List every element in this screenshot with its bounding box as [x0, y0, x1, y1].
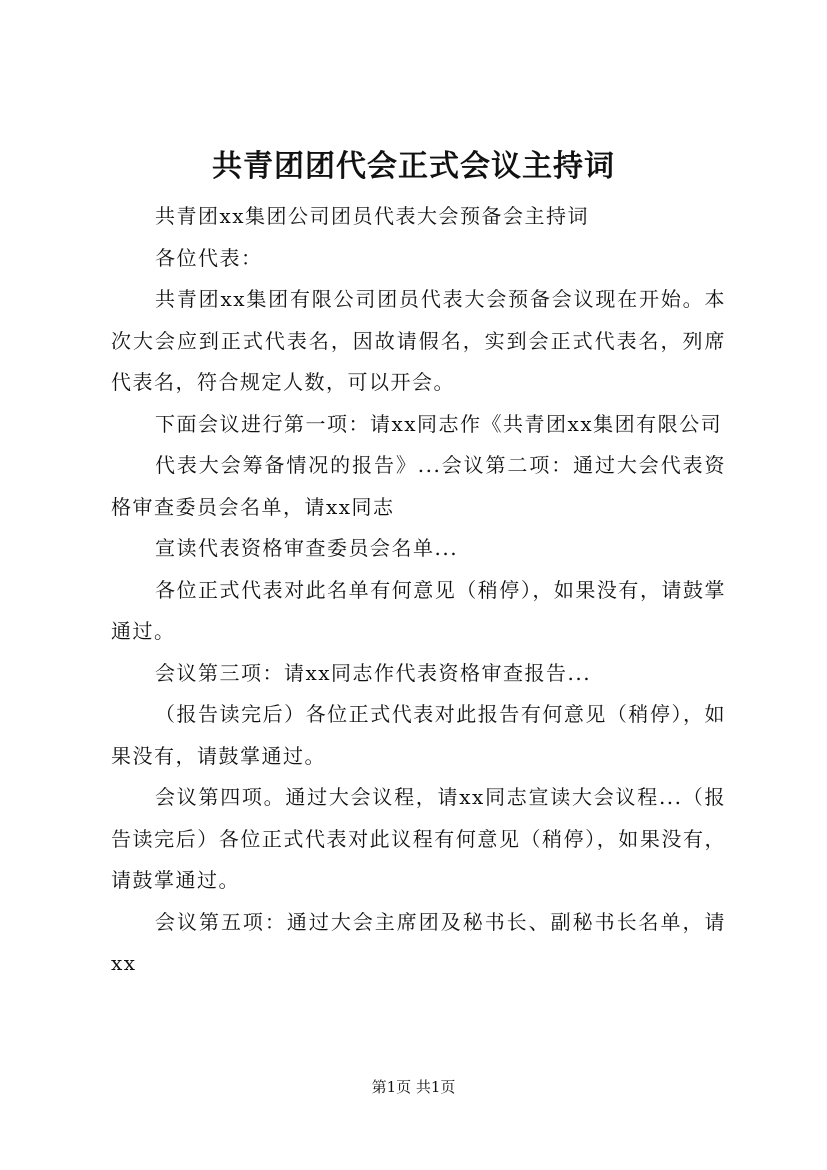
- paragraph: 会议第五项：通过大会主席团及秘书长、副秘书长名单，请xx: [111, 909, 726, 975]
- paragraph: 宣读代表资格审查委员会名单...: [155, 536, 459, 560]
- paragraph: 下面会议进行第一项：请xx同志作《共青团xx集团有限公司: [155, 411, 723, 436]
- paragraph: 共青团xx集团公司团员代表大会预备会主持词: [155, 204, 590, 228]
- paragraph: 会议第四项。通过大会议程，请xx同志宣读大会议程...（报告读完后）各位正式代表对此议程有何意见（稍停），如果没有，请鼓掌通过。: [111, 785, 726, 892]
- document-title: 共青团团代会正式会议主持词: [212, 149, 615, 184]
- page-footer: 第1页 共1页: [371, 1078, 456, 1096]
- paragraph: 会议第三项：请xx同志作代表资格审查报告...: [155, 660, 592, 685]
- paragraph: 共青团xx集团有限公司团员代表大会预备会议现在开始。本次大会应到正式代表名，因故请假名，实到会正式代表名，列席代表名，符合规定人数，可以开会。: [111, 287, 726, 394]
- paragraph: 代表大会筹备情况的报告》...会议第二项：通过大会代表资格审查委员会名单，请xx同志: [111, 453, 726, 519]
- document-body: [111, 196, 726, 985]
- paragraph: 各位代表：: [155, 245, 263, 270]
- paragraph: 各位正式代表对此名单有何意见（稍停），如果没有，请鼓掌通过。: [111, 577, 726, 643]
- paragraph: （报告读完后）各位正式代表对此报告有何意见（稍停），如果没有，请鼓掌通过。: [111, 702, 726, 768]
